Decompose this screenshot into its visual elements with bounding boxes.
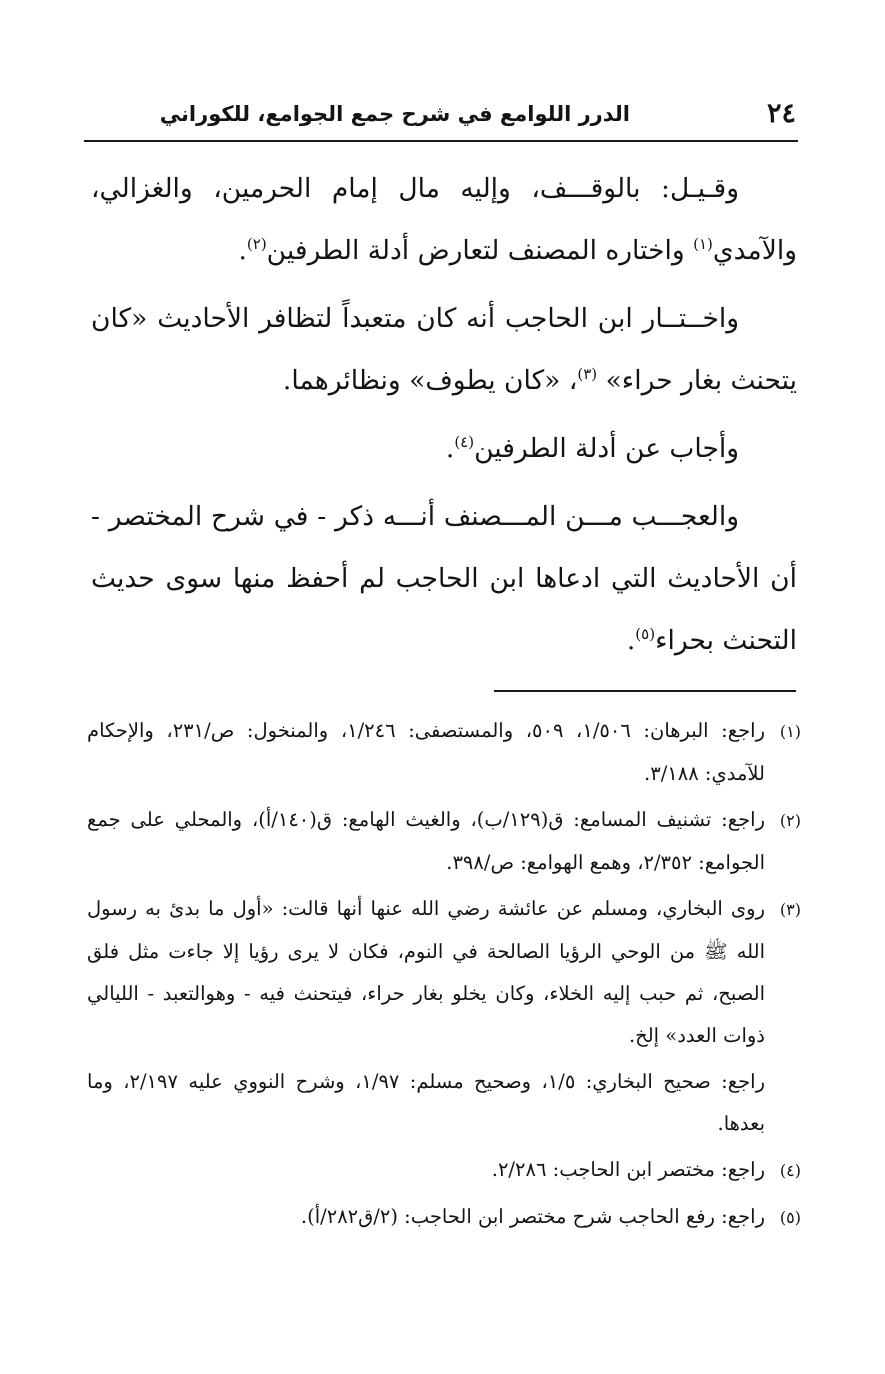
footnote-4 bbox=[87, 1149, 801, 1192]
footnote-5-text: راجع: رفع الحاجب شرح مختصر ابن الحاجب: (٢/ق٢٨٢/أ). bbox=[300, 1205, 765, 1228]
footnote-5 bbox=[87, 1196, 801, 1239]
paragraph-1-end: . bbox=[238, 235, 247, 266]
footnote-2 bbox=[87, 799, 801, 884]
running-title: الدرر اللوامع في شرح جمع الجوامع، للكوراني bbox=[159, 102, 630, 126]
footnote-1-number: (١) bbox=[779, 722, 801, 741]
paragraph-1-text: وقـيـل: بالوقـــف، وإليه مال إمام الحرمين، والغزالي، والآمدي bbox=[91, 173, 797, 266]
footnote-1-text: راجع: البرهان: ١/٥٠٦، ٥٠٩، والمستصفى: ١/٢٤٦، والمنخول: ص/٢٣١، والإحكام للآمدي: ٣/١٨٨. bbox=[87, 719, 765, 785]
footnote-ref-1: (١) bbox=[693, 235, 713, 254]
paragraph-2 bbox=[91, 288, 797, 412]
footnote-ref-5: (٥) bbox=[635, 625, 656, 644]
footnote-ref-3: (٣) bbox=[577, 365, 598, 384]
main-text bbox=[91, 158, 797, 678]
footnote-3-text: روى البخاري، ومسلم عن عائشة رضي الله عنها أنها قالت: «أول ما بدئ به رسول الله ﷺ من الوحي الرؤيا الصالحة في النوم، فكان لا يرى رؤيا إلا جاءت مثل فلق الصبح، ثم حبب إليه الخلاء، وكان يخلو بغار حراء، فيتحنث فيه - وهوالتعبد - الليالي ذوات العدد» إلخ. bbox=[87, 897, 765, 1047]
footnote-2-text: راجع: تشنيف المسامع: ق(١٢٩/ب)، والغيث الهامع: ق(١٤٠/أ)، والمحلي على جمع الجوامع: ٢/٣٥٢، وهمع الهوامع: ص/٣٩٨. bbox=[87, 808, 765, 874]
footnote-separator bbox=[494, 690, 796, 692]
footnote-3-continuation: راجع: صحيح البخاري: ١/٥، وصحيح مسلم: ١/٩٧، وشرح النووي عليه ٢/١٩٧، وما بعدها. bbox=[87, 1070, 765, 1135]
page-number: ٢٤ bbox=[766, 98, 796, 129]
footnote-ref-4: (٤) bbox=[454, 433, 475, 452]
paragraph-4-text: والعجـــب مـــن المـــصنف أنـــه ذكر - في شرح المختصر - أن الأحاديث التي ادعاها ابن الحاجب لم أحفظ منها سوى حديث التحنث بحراء bbox=[91, 501, 797, 656]
footnote-2-number: (٢) bbox=[779, 811, 801, 830]
paragraph-1-text-2: واختاره المصنف لتعارض أدلة الطرفين bbox=[266, 235, 694, 266]
footnote-ref-2: (٢) bbox=[246, 235, 267, 254]
paragraph-2-text: واخــتــار ابن الحاجب أنه كان متعبداً لتظافر الأحاديث «كان يتحنث بغار حراء» bbox=[91, 303, 797, 396]
footnote-4-text: راجع: مختصر ابن الحاجب: ٢/٢٨٦. bbox=[491, 1158, 765, 1181]
paragraph-4-end: . bbox=[626, 625, 636, 656]
page-header bbox=[84, 96, 798, 136]
footnote-5-number: (٥) bbox=[779, 1208, 801, 1227]
footnotes bbox=[87, 710, 801, 1243]
paragraph-1 bbox=[91, 158, 797, 282]
paragraph-2-end: ، «كان يطوف» ونظائرهما. bbox=[282, 365, 578, 396]
footnote-3 bbox=[87, 888, 801, 1057]
header-rule bbox=[84, 140, 798, 142]
paragraph-3 bbox=[91, 418, 797, 480]
paragraph-4 bbox=[91, 486, 797, 672]
paragraph-3-text: وأجاب عن أدلة الطرفين bbox=[474, 433, 739, 464]
footnote-3-number: (٣) bbox=[779, 900, 801, 919]
paragraph-3-end: . bbox=[445, 433, 455, 464]
footnote-4-number: (٤) bbox=[779, 1161, 801, 1180]
footnote-1 bbox=[87, 710, 801, 795]
